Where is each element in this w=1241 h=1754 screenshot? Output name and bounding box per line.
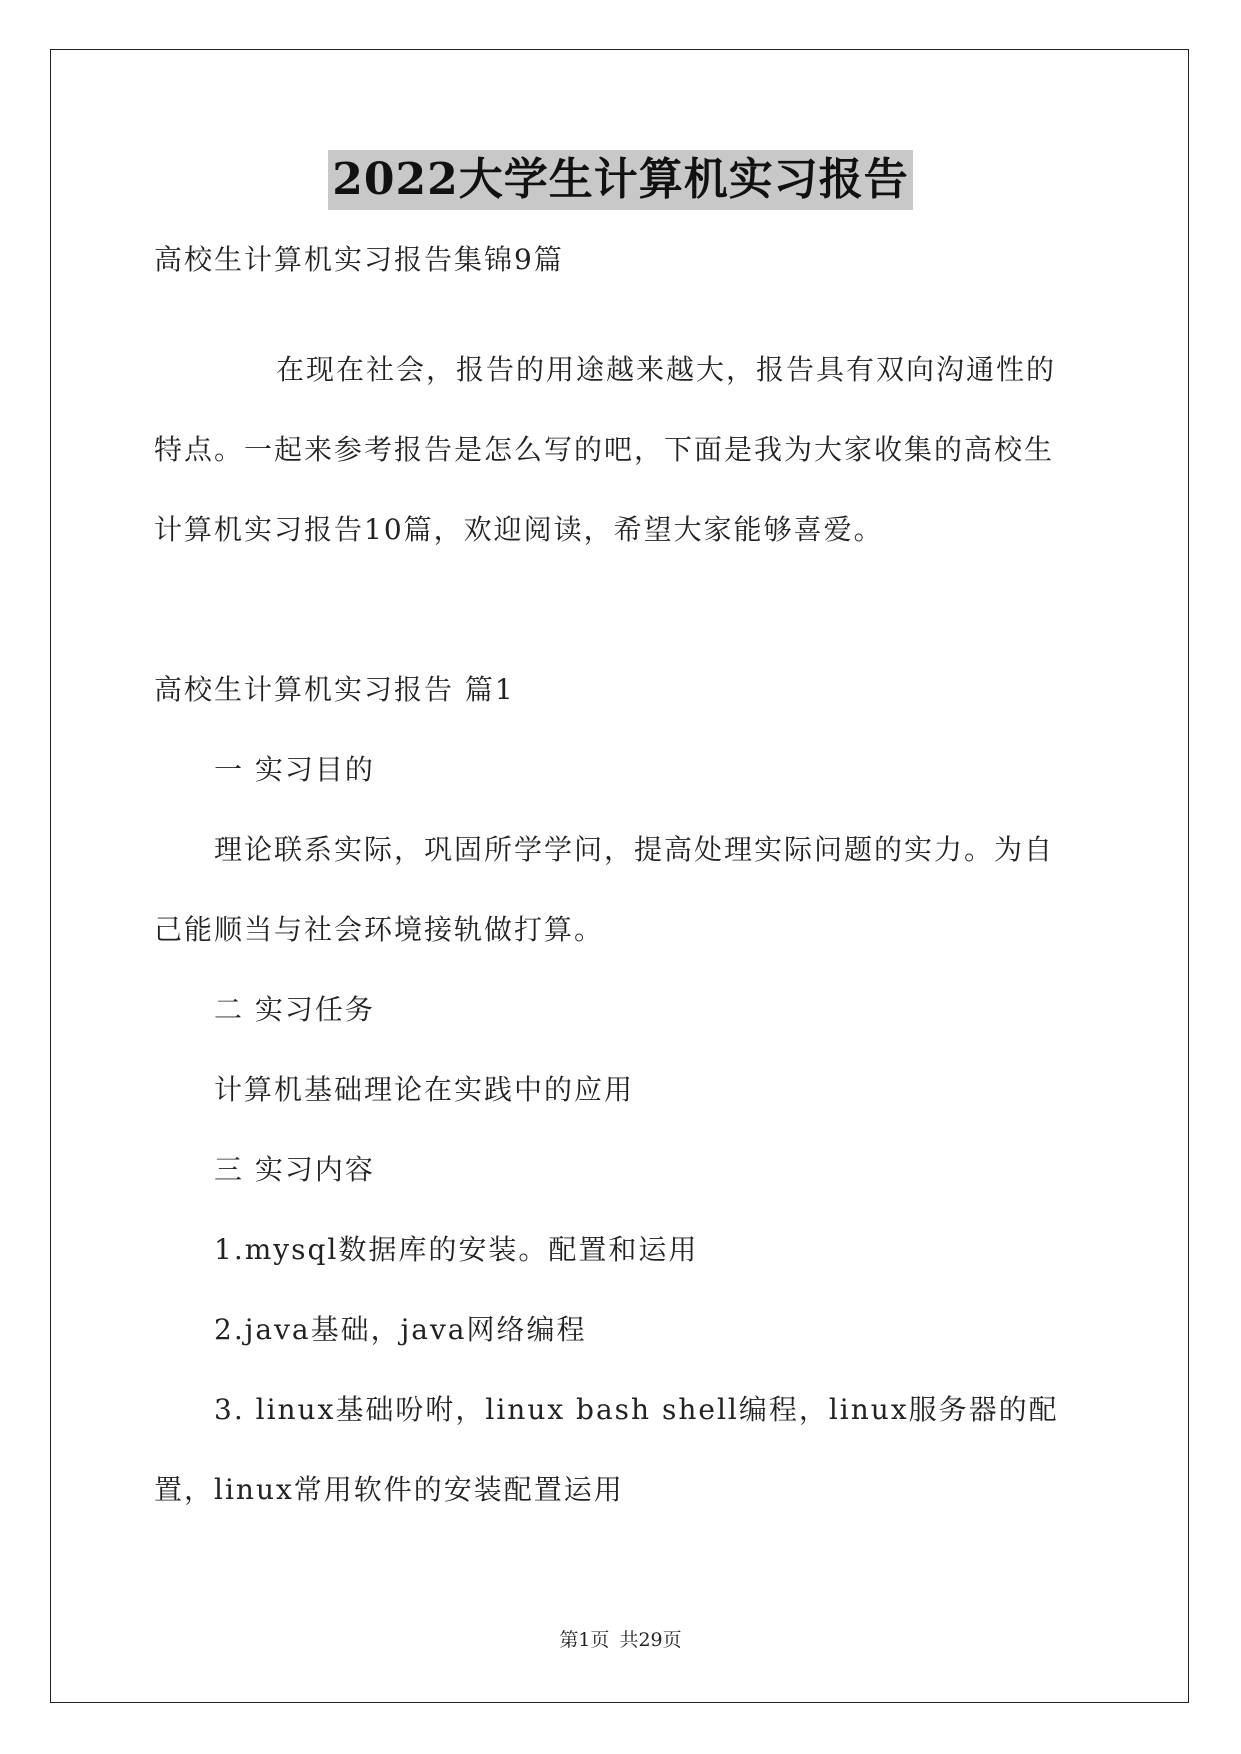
page-border [50,49,1189,1703]
heading-purpose: 一 实习目的 [214,753,375,786]
title-container [0,150,1241,210]
intro-line-3: 计算机实习报告10篇，欢迎阅读，希望大家能够喜爱。 [154,513,884,546]
paragraph-line: 计算机基础理论在实践中的应用 [214,1073,635,1106]
list-item: 2.java基础，java网络编程 [214,1313,587,1346]
intro-line-1: 在现在社会，报告的用途越来越大，报告具有双向沟通性的 [276,353,1057,386]
list-item: 3. linux基础吩咐，linux bash shell编程，linux服务器的配 [214,1393,1059,1426]
paragraph-line: 理论联系实际，巩固所学学问，提高处理实际问题的实力。为自 [214,833,1055,866]
document-subtitle: 高校生计算机实习报告集锦9篇 [154,243,564,276]
intro-line-2: 特点。一起来参考报告是怎么写的吧，下面是我为大家收集的高校生 [154,433,1055,466]
page-number: 第1页 [559,1629,610,1651]
section-heading: 高校生计算机实习报告 篇1 [154,673,515,706]
page-total: 共29页 [619,1629,682,1651]
list-item-continuation: 置，linux常用软件的安装配置运用 [154,1473,624,1506]
heading-tasks: 二 实习任务 [214,993,375,1026]
document-title: 2022大学生计算机实习报告 [328,150,912,210]
list-item: 1.mysql数据库的安装。配置和运用 [214,1233,699,1266]
paragraph-line: 己能顺当与社会环境接轨做打算。 [154,913,605,946]
heading-content: 三 实习内容 [214,1153,375,1186]
page-footer [0,1628,1241,1652]
